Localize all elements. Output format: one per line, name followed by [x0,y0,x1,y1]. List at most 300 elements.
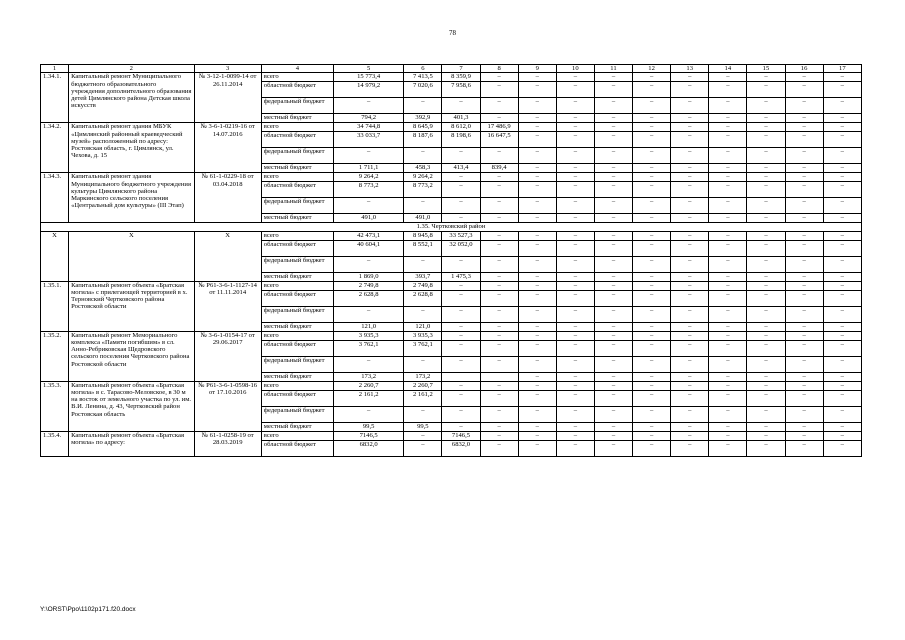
amount-cell: – [518,98,556,114]
amount-cell: – [442,290,480,306]
amount-cell: – [518,123,556,132]
amount-cell: – [594,132,632,148]
funding-type: федеральный бюджет [261,98,333,114]
amount-cell: – [709,281,747,290]
amount-cell: – [785,372,823,381]
amount-cell: – [747,322,785,331]
table-row [41,231,862,240]
amount-cell: 99,5 [334,422,404,431]
amount-cell: – [594,123,632,132]
amount-cell: – [442,98,480,114]
amount-cell: – [480,406,518,422]
amount-cell: – [334,148,404,164]
amount-cell: – [747,422,785,431]
funding-type: всего [261,73,333,82]
amount-cell: – [671,182,709,198]
amount-cell: 8 198,6 [442,132,480,148]
amount-cell: – [671,406,709,422]
amount-cell: – [633,164,671,173]
amount-cell: – [556,390,594,406]
amount-cell: – [671,214,709,223]
amount-cell: – [556,331,594,340]
project-document: № 3-6-1-0154-17 от 29.06.2017 [194,331,261,381]
amount-cell: – [556,240,594,256]
column-number: 8 [480,65,518,73]
amount-cell: – [480,431,518,440]
amount-cell: – [518,406,556,422]
page-number: 78 [449,29,456,37]
amount-cell: – [709,123,747,132]
amount-cell: 2 749,8 [404,281,442,290]
amount-cell: 1 475,3 [442,272,480,281]
funding-type: областной бюджет [261,340,333,356]
amount-cell: 33 527,3 [442,231,480,240]
amount-cell: – [633,306,671,322]
amount-cell: 3 935,3 [404,331,442,340]
amount-cell: – [480,182,518,198]
amount-cell: 34 744,8 [334,123,404,132]
amount-cell: – [334,256,404,272]
amount-cell: – [785,256,823,272]
amount-cell: – [709,198,747,214]
amount-cell: – [480,173,518,182]
amount-cell: – [709,164,747,173]
funding-type: областной бюджет [261,440,333,456]
amount-cell: 3 762,1 [404,340,442,356]
amount-cell: – [709,148,747,164]
amount-cell: – [556,73,594,82]
amount-cell: – [594,114,632,123]
funding-type: федеральный бюджет [261,256,333,272]
amount-cell: – [785,281,823,290]
funding-type: местный бюджет [261,372,333,381]
amount-cell: – [594,173,632,182]
object-name: Капитальный ремонт объекта «Братская могила» с прилегающей территорией в х. Терновский Чертковского района Ростовской области [69,281,194,331]
amount-cell: – [480,281,518,290]
amount-cell: – [442,331,480,340]
amount-cell: 14 979,2 [334,82,404,98]
amount-cell: – [480,340,518,356]
amount-cell: – [785,198,823,214]
amount-cell: – [823,82,861,98]
object-name: Капитальный ремонт Мемориального комплекса «Памяти погибшим» в сл. Анно-Ребриковская Щедровского сельского поселения Чертковского района Ростовской области [69,331,194,381]
amount-cell: – [594,431,632,440]
table-row [41,281,862,290]
amount-cell: 491,0 [334,214,404,223]
amount-cell: – [785,440,823,456]
amount-cell: – [785,123,823,132]
amount-cell: – [785,331,823,340]
amount-cell: – [594,372,632,381]
amount-cell: – [594,148,632,164]
amount-cell: – [594,381,632,390]
amount-cell: – [442,356,480,372]
amount-cell: – [518,356,556,372]
amount-cell: – [556,281,594,290]
amount-cell: – [671,98,709,114]
amount-cell: 2 628,8 [334,290,404,306]
amount-cell: – [671,173,709,182]
amount-cell: – [671,306,709,322]
object-name: Капитальный ремонт объекта «Братская могила» в с. Тарасово-Меловское, в 30 м на восток от земельного участка по ул. им. В.И. Ленина, д. 43, Чертковский район Ростовская область [69,381,194,431]
amount-cell: 33 033,7 [334,132,404,148]
amount-cell: – [518,340,556,356]
amount-cell: – [518,431,556,440]
amount-cell: – [671,390,709,406]
amount-cell: – [747,240,785,256]
amount-cell: 9 264,2 [334,173,404,182]
amount-cell: – [747,256,785,272]
amount-cell: – [633,322,671,331]
amount-cell: – [709,214,747,223]
amount-cell: – [823,231,861,240]
amount-cell: 8 612,0 [442,123,480,132]
project-document: № Р61-3-6-1-0598-16 от 17.10.2016 [194,381,261,431]
amount-cell: – [785,322,823,331]
amount-cell: – [404,306,442,322]
amount-cell: – [404,198,442,214]
amount-cell: – [823,73,861,82]
column-number: 6 [404,65,442,73]
amount-cell: – [442,173,480,182]
amount-cell: – [747,381,785,390]
amount-cell: – [480,390,518,406]
amount-cell: – [404,148,442,164]
column-number: 11 [594,65,632,73]
amount-cell: – [823,173,861,182]
amount-cell: – [747,406,785,422]
column-number: 16 [785,65,823,73]
object-name: Капитальный ремонт здания МБУК «Цимлянский районный краеведческий музей» расположенный по адресу: Ростовская область, г. Цимлянск, ул. Чехова, д. 15 [69,123,194,173]
amount-cell: – [709,82,747,98]
amount-cell: – [785,98,823,114]
amount-cell: – [709,256,747,272]
amount-cell: – [671,431,709,440]
amount-cell: – [518,372,556,381]
amount-cell: – [823,281,861,290]
amount-cell: – [671,290,709,306]
amount-cell: 794,2 [334,114,404,123]
amount-cell: – [594,256,632,272]
amount-cell: – [480,214,518,223]
amount-cell: 42 473,1 [334,231,404,240]
amount-cell: 99,5 [404,422,442,431]
amount-cell: – [823,148,861,164]
amount-cell: – [671,440,709,456]
funding-type: местный бюджет [261,422,333,431]
amount-cell: – [556,98,594,114]
amount-cell: – [633,340,671,356]
amount-cell: – [518,290,556,306]
column-number: 4 [261,65,333,73]
amount-cell: – [334,356,404,372]
amount-cell: – [556,123,594,132]
amount-cell: – [785,164,823,173]
amount-cell: – [747,123,785,132]
row-code: 1.35.3. [41,381,69,431]
amount-cell: 7146,5 [334,431,404,440]
amount-cell: – [334,306,404,322]
amount-cell: – [480,381,518,390]
amount-cell: – [747,182,785,198]
amount-cell: – [633,240,671,256]
amount-cell: – [785,240,823,256]
amount-cell: – [671,82,709,98]
column-number: 9 [518,65,556,73]
row-code: 1.34.3. [41,173,69,223]
amount-cell: 7 413,5 [404,73,442,82]
table-row [41,123,862,132]
row-code: 1.35.1. [41,281,69,331]
amount-cell: – [518,148,556,164]
amount-cell: – [709,240,747,256]
amount-cell: – [594,306,632,322]
funding-type: федеральный бюджет [261,198,333,214]
amount-cell: 2 628,8 [404,290,442,306]
amount-cell: – [594,290,632,306]
file-path-footer: Y:\ORST\Ppo\1102p171.f20.docx [40,606,136,613]
amount-cell: – [747,98,785,114]
amount-cell: – [556,406,594,422]
amount-cell: – [823,306,861,322]
amount-cell: – [518,182,556,198]
amount-cell: – [518,198,556,214]
amount-cell: – [404,406,442,422]
amount-cell: – [633,372,671,381]
amount-cell: – [709,290,747,306]
amount-cell: – [480,331,518,340]
funding-type: областной бюджет [261,390,333,406]
amount-cell: – [404,431,442,440]
amount-cell: – [633,231,671,240]
amount-cell: – [518,440,556,456]
amount-cell: – [823,406,861,422]
funding-type: всего [261,281,333,290]
amount-cell: – [594,422,632,431]
amount-cell: – [785,306,823,322]
funding-type: федеральный бюджет [261,148,333,164]
amount-cell: – [785,173,823,182]
amount-cell: 2 749,8 [334,281,404,290]
amount-cell: – [709,231,747,240]
amount-cell: 8 773,2 [334,182,404,198]
amount-cell: – [785,132,823,148]
amount-cell: – [747,290,785,306]
amount-cell: 8 645,9 [404,123,442,132]
amount-cell: – [480,98,518,114]
amount-cell: – [633,98,671,114]
amount-cell: – [633,173,671,182]
amount-cell: – [709,114,747,123]
amount-cell: – [709,372,747,381]
amount-cell: – [633,390,671,406]
funding-type: федеральный бюджет [261,306,333,322]
amount-cell: – [633,114,671,123]
amount-cell: – [785,356,823,372]
amount-cell: – [594,198,632,214]
amount-cell: – [442,306,480,322]
amount-cell: 32 052,0 [442,240,480,256]
amount-cell: – [823,98,861,114]
table-row [41,331,862,340]
amount-cell: – [556,356,594,372]
amount-cell: – [823,440,861,456]
amount-cell: – [556,422,594,431]
column-number-row [41,65,862,73]
amount-cell: – [594,406,632,422]
amount-cell: – [747,148,785,164]
funding-type: областной бюджет [261,240,333,256]
amount-cell: – [633,73,671,82]
amount-cell: 2 161,2 [334,390,404,406]
program-table [40,64,862,457]
amount-cell: 121,0 [334,322,404,331]
amount-cell: – [556,214,594,223]
amount-cell: – [518,381,556,390]
amount-cell: – [709,132,747,148]
funding-type: всего [261,173,333,182]
amount-cell: – [785,422,823,431]
amount-cell: – [785,340,823,356]
amount-cell [442,372,480,381]
amount-cell: – [633,440,671,456]
column-number: 2 [69,65,194,73]
amount-cell: 173,2 [404,372,442,381]
amount-cell: – [556,148,594,164]
amount-cell: – [823,123,861,132]
funding-type: всего [261,231,333,240]
amount-cell: – [518,114,556,123]
amount-cell: – [518,256,556,272]
amount-cell: – [785,148,823,164]
amount-cell: – [747,231,785,240]
amount-cell: – [404,356,442,372]
amount-cell: – [747,164,785,173]
funding-type: всего [261,331,333,340]
amount-cell: – [480,272,518,281]
column-number: 14 [709,65,747,73]
amount-cell: – [518,82,556,98]
amount-cell: – [671,240,709,256]
amount-cell: – [823,340,861,356]
amount-cell: – [556,256,594,272]
amount-cell: – [633,281,671,290]
funding-type: областной бюджет [261,82,333,98]
amount-cell: 7 958,6 [442,82,480,98]
amount-cell: – [518,214,556,223]
amount-cell: – [518,322,556,331]
amount-cell: 1 711,1 [334,164,404,173]
amount-cell: – [709,98,747,114]
amount-cell: – [442,381,480,390]
funding-type: областной бюджет [261,132,333,148]
amount-cell: – [442,256,480,272]
amount-cell: – [747,82,785,98]
amount-cell: 2 161,2 [404,390,442,406]
amount-cell: – [556,164,594,173]
amount-cell: – [709,406,747,422]
amount-cell: – [709,440,747,456]
amount-cell: – [480,114,518,123]
amount-cell: – [823,356,861,372]
amount-cell: 8 187,6 [404,132,442,148]
amount-cell: – [518,390,556,406]
column-number: 1 [41,65,69,73]
amount-cell: – [823,240,861,256]
amount-cell: – [556,322,594,331]
amount-cell: 839,4 [480,164,518,173]
amount-cell: – [633,214,671,223]
amount-cell: – [480,322,518,331]
amount-cell: – [334,198,404,214]
amount-cell: – [709,306,747,322]
project-document: № 61-1-0258-19 от 28.03.2019 [194,431,261,456]
amount-cell: 491,0 [404,214,442,223]
amount-cell: – [709,390,747,406]
amount-cell: – [556,431,594,440]
amount-cell: 8 552,1 [404,240,442,256]
amount-cell: – [747,331,785,340]
amount-cell: – [404,256,442,272]
amount-cell: – [823,372,861,381]
amount-cell: – [518,73,556,82]
amount-cell: – [556,182,594,198]
amount-cell: – [442,198,480,214]
project-document: № 3-6-1-0219-16 от 14.07.2016 [194,123,261,173]
amount-cell: 458,3 [404,164,442,173]
amount-cell: – [747,173,785,182]
amount-cell: – [556,340,594,356]
amount-cell: – [518,173,556,182]
amount-cell: – [709,173,747,182]
amount-cell: – [404,98,442,114]
amount-cell: – [785,431,823,440]
section-row [41,223,862,231]
amount-cell: – [785,381,823,390]
amount-cell: – [442,148,480,164]
amount-cell: – [556,372,594,381]
amount-cell: – [671,356,709,372]
amount-cell: – [633,123,671,132]
amount-cell: – [709,422,747,431]
amount-cell: – [823,132,861,148]
amount-cell: – [480,256,518,272]
amount-cell: – [709,356,747,372]
amount-cell: 3 935,3 [334,331,404,340]
amount-cell: – [633,331,671,340]
amount-cell: – [633,148,671,164]
amount-cell: – [709,331,747,340]
amount-cell: – [480,198,518,214]
amount-cell: – [747,281,785,290]
amount-cell: – [518,272,556,281]
amount-cell: – [594,340,632,356]
amount-cell: – [633,82,671,98]
amount-cell: – [442,390,480,406]
amount-cell: 121,0 [404,322,442,331]
amount-cell: – [556,114,594,123]
amount-cell: – [633,381,671,390]
row-code: 1.34.2. [41,123,69,173]
amount-cell: – [823,164,861,173]
row-code: 1.34.1. [41,73,69,123]
amount-cell: 7 020,6 [404,82,442,98]
amount-cell: – [518,306,556,322]
amount-cell: 16 647,5 [480,132,518,148]
amount-cell: – [594,356,632,372]
amount-cell: – [823,381,861,390]
amount-cell: – [747,272,785,281]
